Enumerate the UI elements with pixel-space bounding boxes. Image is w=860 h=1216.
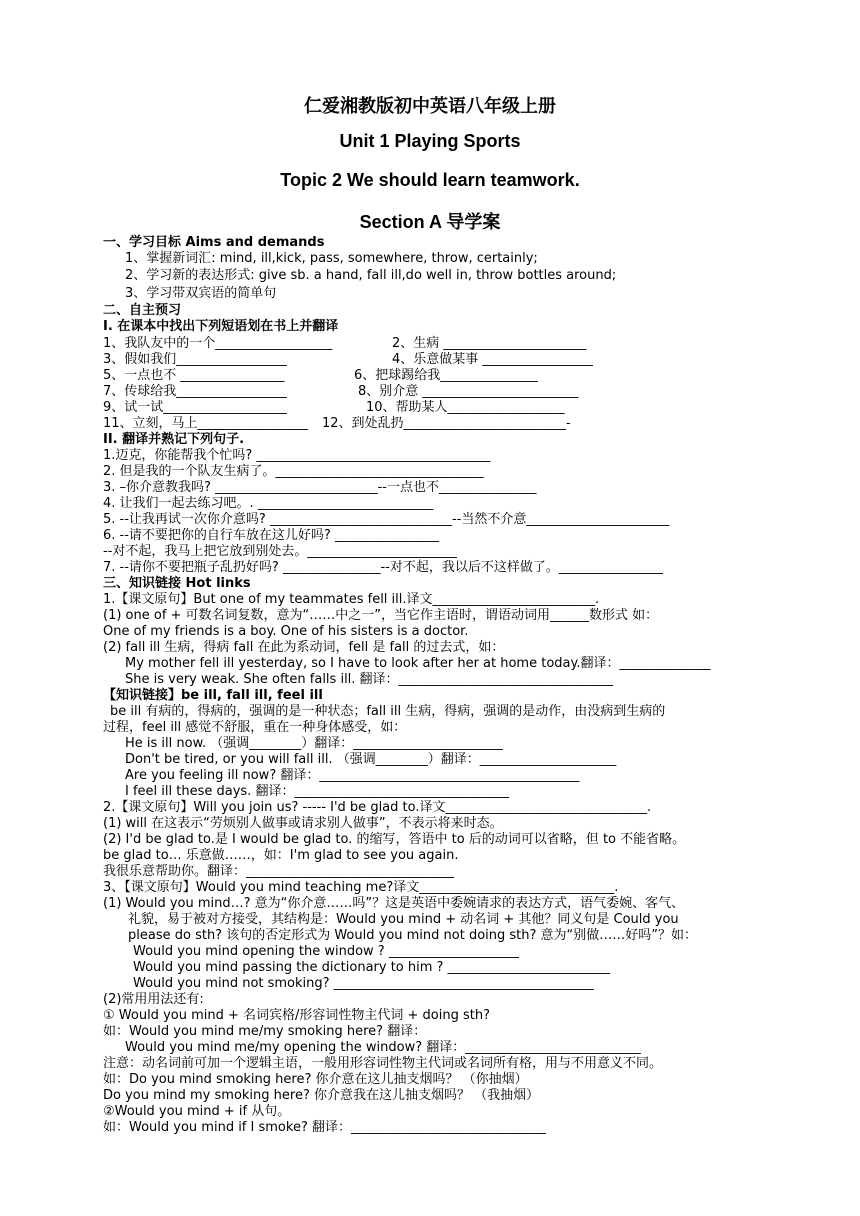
sentence-6-reply: --对不起，我马上把它放到别处去。_______________________: [103, 544, 457, 559]
note-would-you-mind-1: (1) Would you mind…? 意为“你介意……吗”？这是英语中委婉请求的表达方式，语气委婉、客气、: [103, 896, 685, 911]
knowledge-link-text-1: be ill 有病的，得病的，强调的是一种状态；fall ill 生病，得病，强调的是动作，由没病到生病的: [110, 704, 666, 719]
note-one-of: (1) one of + 可数名词复数，意为“……中之一”，当它作主语时，谓语动词用______数形式 如：: [103, 608, 659, 623]
phrase-item-2: 2、生病 ______________________: [392, 336, 587, 351]
note-will: (1) will 在这表示“劳烦别人做事或请求别人做事”，不表示将来时态。: [103, 816, 503, 831]
heading-preview: 二、自主预习: [103, 303, 182, 318]
heading-aims: 一、学习目标 Aims and demands: [103, 235, 325, 250]
usage-heading: (2)常用用法还有:: [103, 992, 204, 1007]
phrase-item-12: 12、到处乱扔_________________________-: [322, 416, 571, 431]
example-fall-ill-2: She is very weak. She often falls ill. 翻译：_________________________________: [125, 672, 614, 687]
text-sentence-3: 3、【课文原句】Would you mind teaching me?译文______________________________.: [103, 880, 619, 895]
example-feel-ill: I feel ill these days. 翻译：_________________________________: [125, 784, 509, 799]
sentence-6: 6. --请不要把你的自行车放在这儿好吗? ________________: [103, 528, 439, 543]
usage-1-example-2: Would you mind me/my opening the window? 翻译：___________________________: [125, 1040, 641, 1055]
sentence-5: 5. --让我再试一次你介意吗? ____________________________--当然不介意______________________: [103, 512, 670, 527]
usage-note: 注意：动名词前可加一个逻辑主语，一般用形容词性物主代词或名词所有格，用与不用意义不同。: [103, 1056, 663, 1071]
knowledge-link-text-2: 过程，feel ill 感觉不舒服，重在一种身体感受，如：: [103, 720, 407, 735]
phrase-item-6: 6、把球踢给我_______________: [354, 368, 538, 383]
aim-item-1: 1、掌握新词汇: mind, ill,kick, pass, somewhere, throw, certainly;: [125, 251, 538, 266]
usage-1-example-1: 如：Would you mind me/my smoking here? 翻译：: [103, 1024, 427, 1039]
phrase-item-7: 7、传球给我_________________: [103, 384, 287, 399]
usage-2: ②Would you mind + if 从句。: [103, 1104, 291, 1119]
text-sentence-1: 1.【课文原句】But one of my teammates fell ill.译文_________________________.: [103, 592, 600, 607]
phrase-item-1: 1、我队友中的一个__________________: [103, 336, 333, 351]
unit-title: Unit 1 Playing Sports: [339, 131, 521, 151]
phrase-item-11: 11、立刻，马上_________________: [103, 416, 309, 431]
aim-item-2: 2、学习新的表达形式: give sb. a hand, fall ill,do well in, throw bottles around;: [125, 268, 617, 283]
sentence-7: 7. --请你不要把瓶子乱扔好吗? _______________--对不起，我以后不这样做了。________________: [103, 560, 663, 575]
example-one-of: One of my friends is a boy. One of his sisters is a doctor.: [103, 624, 469, 639]
usage-note-example-1: 如：Do you mind smoking here? 你介意在这儿抽支烟吗？ （你抽烟）: [103, 1072, 528, 1087]
usage-2-example: 如：Would you mind if I smoke? 翻译：______________________________: [103, 1120, 546, 1135]
example-dont-be-tired: Don't be tired, or you will fall ill. （强调________）翻译：_____________________: [125, 752, 617, 767]
sentence-1: 1.迈克，你能帮我个忙吗? ____________________________________: [103, 448, 491, 463]
note-would-you-mind-3: please do sth? 该句的否定形式为 Would you mind not doing sth? 意为“别做……好吗”？如：: [128, 928, 698, 943]
aim-item-3: 3、学习带双宾语的简单句: [125, 286, 277, 301]
example-passing-dictionary: Would you mind passing the dictionary to him ? _________________________: [133, 960, 611, 975]
note-fall-ill: (2) fall ill 生病，得病 fall 在此为系动词，fell 是 fall 的过去式，如：: [103, 640, 505, 655]
sentence-2: 2. 但是我的一个队友生病了。________________________________: [103, 464, 484, 479]
worksheet-title: 仁爱湘教版初中英语八年级上册: [304, 96, 556, 116]
phrase-item-9: 9、试一试___________________: [103, 400, 287, 415]
sentence-3: 3. –你介意教我吗? _________________________--一点也不_______________: [103, 480, 537, 495]
phrase-item-5: 5、一点也不 ________________: [103, 368, 285, 383]
example-not-smoking: Would you mind not smoking? ________________________________________: [133, 976, 594, 991]
translate-glad-to: 我很乐意帮助你。翻译：________________________________: [103, 864, 455, 879]
phrase-item-3: 3、假如我们_________________: [103, 352, 287, 367]
usage-note-example-2: Do you mind my smoking here? 你介意我在这儿抽支烟吗？ （我抽烟）: [103, 1088, 540, 1103]
example-be-ill: He is ill now. （强调________）翻译：_______________________: [125, 736, 503, 751]
heading-hot-links: 三、知识链接 Hot links: [103, 576, 251, 591]
example-feeling-ill: Are you feeling ill now? 翻译：________________________________________: [125, 768, 580, 783]
topic-title: Topic 2 We should learn teamwork.: [280, 170, 580, 190]
text-sentence-2: 2.【课文原句】Will you join us? ----- I'd be glad to.译文_______________________________.: [103, 800, 652, 815]
section-title: Section A 导学案: [359, 212, 501, 232]
knowledge-link-heading: 【知识链接】be ill, fall ill, feel ill: [103, 688, 323, 703]
heading-sentences: II. 翻译并熟记下列句子.: [103, 432, 245, 447]
usage-1: ① Would you mind + 名词宾格/形容词性物主代词 + doing sth?: [103, 1008, 490, 1023]
phrase-item-10: 10、帮助某人__________________: [366, 400, 565, 415]
phrase-item-4: 4、乐意做某事 _________________: [392, 352, 593, 367]
phrase-item-8: 8、别介意 ________________________: [358, 384, 579, 399]
note-would-you-mind-2: 礼貌，易于被对方接受，其结构是：Would you mind + 动名词 + 其他？同义句是 Could you: [128, 912, 679, 927]
sentence-4: 4. 让我们一起去练习吧。. ___________________________: [103, 496, 434, 511]
note-glad-to: (2) I'd be glad to.是 I would be glad to. 的缩写，答语中 to 后的动词可以省略，但 to 不能省略。: [103, 832, 686, 847]
example-fall-ill-1: My mother fell ill yesterday, so I have to look after her at home today.翻译：______________: [125, 656, 711, 671]
heading-phrases: I. 在课本中找出下列短语划在书上并翻译: [103, 319, 339, 334]
example-opening-window: Would you mind opening the window ? ____________________: [133, 944, 519, 959]
example-glad-to: be glad to… 乐意做……，如：I'm glad to see you again.: [103, 848, 459, 863]
